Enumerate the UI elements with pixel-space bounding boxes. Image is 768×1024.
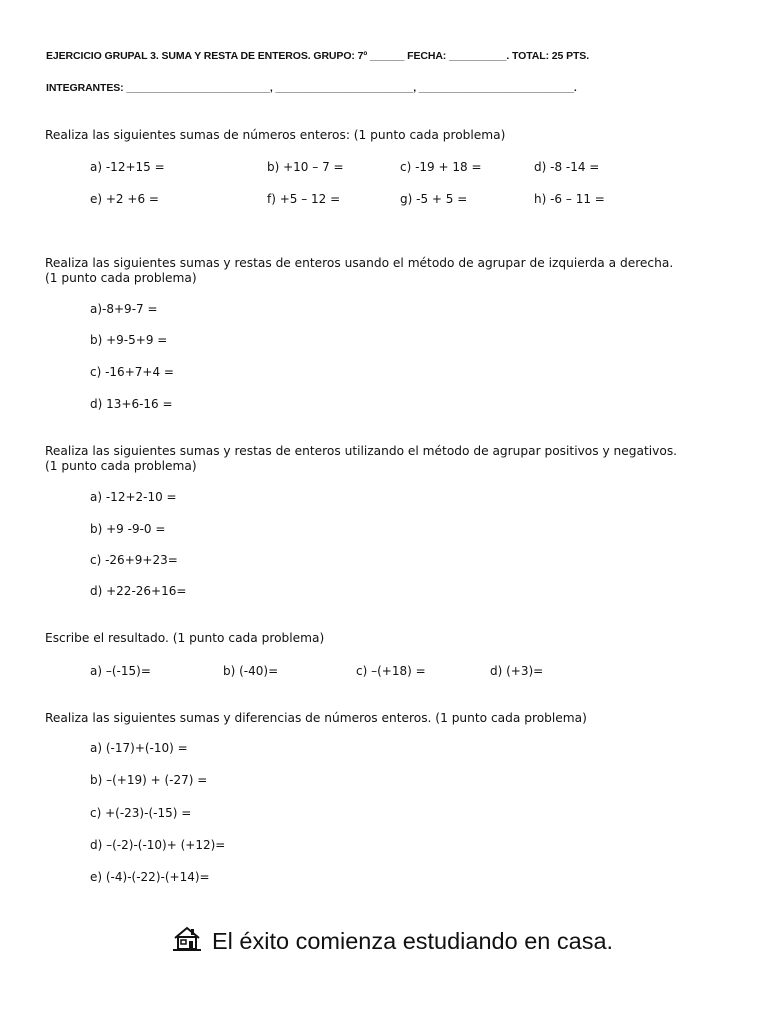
section1-item-e: e) +2 +6 = xyxy=(90,192,159,206)
house-icon xyxy=(172,925,212,957)
section5-item-e: e) (-4)-(-22)-(+14)= xyxy=(90,870,210,884)
section3-instruction-line1: Realiza las siguientes sumas y restas de enteros utilizando el método de agrupar positivos y negativos. xyxy=(45,444,678,458)
footer-text: El éxito comienza estudiando en casa. xyxy=(212,927,614,954)
section4-instruction: Escribe el resultado. (1 punto cada problema) xyxy=(45,631,325,645)
section1-item-d: d) -8 -14 = xyxy=(534,160,600,174)
section1-instruction: Realiza las siguientes sumas de números enteros: (1 punto cada problema) xyxy=(45,128,506,142)
section2-item-d: d) 13+6-16 = xyxy=(90,397,173,411)
footer-motto xyxy=(172,925,613,957)
section1-item-f: f) +5 – 12 = xyxy=(267,192,341,206)
section1-item-c: c) -19 + 18 = xyxy=(400,160,482,174)
section3-item-a: a) -12+2-10 = xyxy=(90,490,177,504)
section3-item-c: c) -26+9+23= xyxy=(90,553,178,567)
section2-item-c: c) -16+7+4 = xyxy=(90,365,174,379)
section2-instruction-line2: (1 punto cada problema) xyxy=(45,271,197,285)
section3-item-d: d) +22-26+16= xyxy=(90,584,187,598)
section5-item-b: b) –(+19) + (-27) = xyxy=(90,773,208,787)
header-title-line: EJERCICIO GRUPAL 3. SUMA Y RESTA DE ENTEROS. GRUPO: 7º ______ FECHA: __________. TOTAL: 25 PTS. xyxy=(46,50,590,62)
section1-item-g: g) -5 + 5 = xyxy=(400,192,468,206)
section4-item-a: a) –(-15)= xyxy=(90,664,151,678)
section1-item-b: b) +10 – 7 = xyxy=(267,160,344,174)
section2-instruction-line1: Realiza las siguientes sumas y restas de enteros usando el método de agrupar de izquierda a derecha. xyxy=(45,256,674,270)
section2-item-a: a)-8+9-7 = xyxy=(90,302,158,316)
section5-item-d: d) –(-2)-(-10)+ (+12)= xyxy=(90,838,226,852)
section2-item-b: b) +9-5+9 = xyxy=(90,333,168,347)
section1-item-a: a) -12+15 = xyxy=(90,160,165,174)
section5-instruction: Realiza las siguientes sumas y diferencias de números enteros. (1 punto cada problema) xyxy=(45,711,587,725)
section5-item-a: a) (-17)+(-10) = xyxy=(90,741,188,755)
section5-item-c: c) +(-23)-(-15) = xyxy=(90,806,192,820)
section4-item-c: c) –(+18) = xyxy=(356,664,426,678)
section3-instruction-line2: (1 punto cada problema) xyxy=(45,459,197,473)
header-integrantes-line: INTEGRANTES: _________________________, ________________________, ___________________________. xyxy=(46,82,577,94)
section3-item-b: b) +9 -9-0 = xyxy=(90,522,166,536)
section4-item-b: b) (-40)= xyxy=(223,664,279,678)
section1-item-h: h) -6 – 11 = xyxy=(534,192,605,206)
section4-item-d: d) (+3)= xyxy=(490,664,544,678)
